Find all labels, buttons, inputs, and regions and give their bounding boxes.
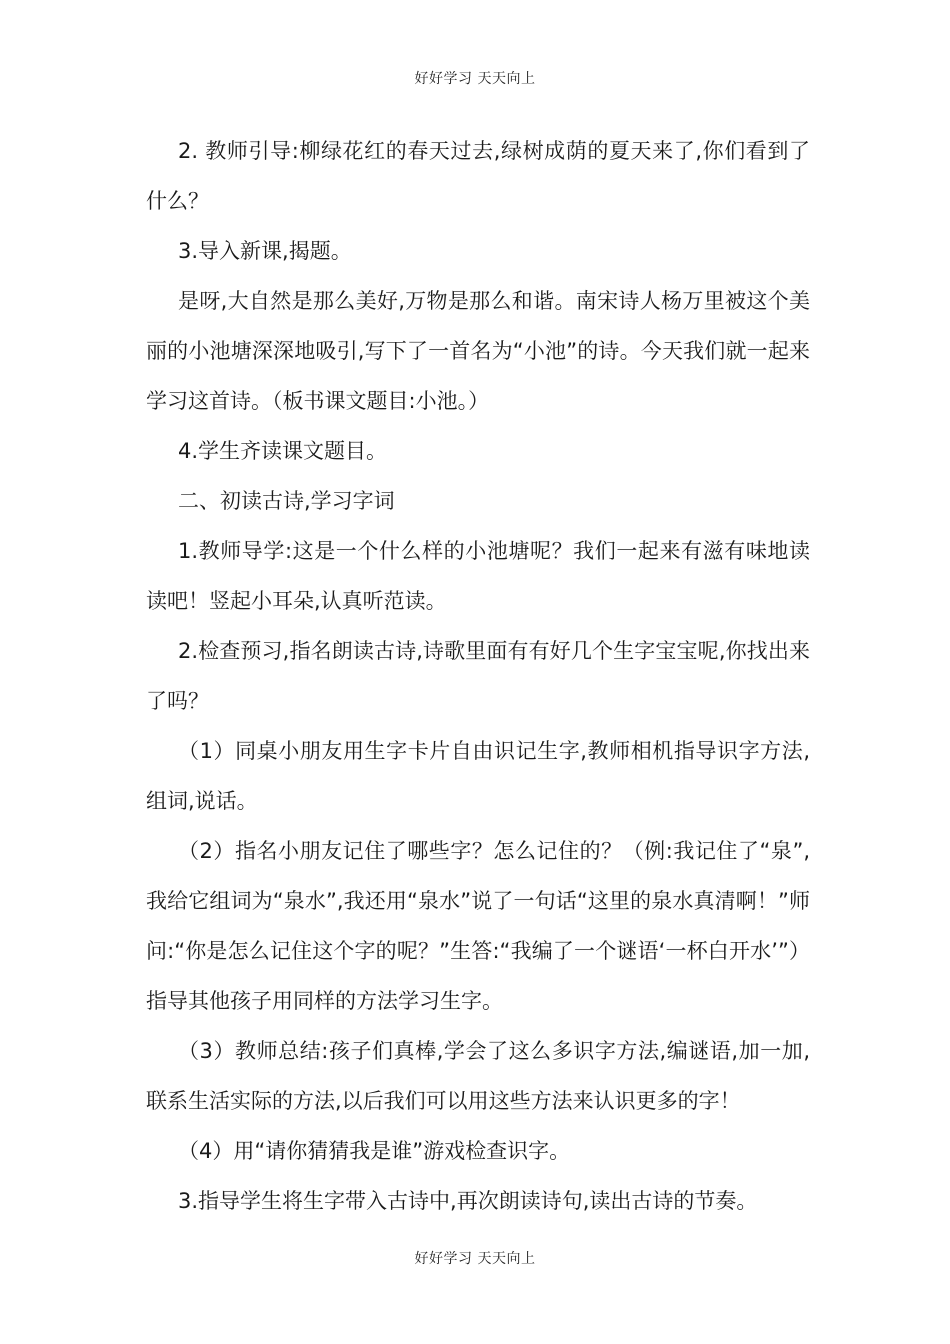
paragraph: （3）教师总结:孩子们真棒,学会了这么多识字方法,编谜语,加一加,联系生活实际的方法,以后我们可以用这些方法来认识更多的字！ bbox=[146, 1039, 810, 1113]
paragraph: 3.指导学生将生字带入古诗中,再次朗读诗句,读出古诗的节奏。 bbox=[178, 1189, 758, 1213]
paragraph: 2. 教师引导:柳绿花红的春天过去,绿树成荫的夏天来了,你们看到了什么？ bbox=[146, 139, 810, 213]
paragraph: 2.检查预习,指名朗读古诗,诗歌里面有有好几个生字宝宝呢,你找出来了吗？ bbox=[146, 639, 810, 713]
paragraph: 4.学生齐读课文题目。 bbox=[178, 439, 388, 463]
section-heading: 二、初读古诗,学习字词 bbox=[178, 489, 395, 513]
document-body bbox=[146, 126, 810, 1226]
page-header: 好好学习 天天向上 bbox=[414, 71, 536, 87]
page-footer: 好好学习 天天向上 bbox=[414, 1251, 536, 1267]
paragraph: 3.导入新课,揭题。 bbox=[178, 239, 352, 263]
paragraph: （1）同桌小朋友用生字卡片自由识记生字,教师相机指导识字方法,组词,说话。 bbox=[146, 739, 810, 813]
paragraph: （2）指名小朋友记住了哪些字？怎么记住的？（例:我记住了“泉”,我给它组词为“泉水”,我还用“泉水”说了一句话“这里的泉水真清啊！”师问:“你是怎么记住这个字的呢？”生答:“我编了一个谜语‘一杯白开水’”）指导其他孩子用同样的方法学习生字。 bbox=[146, 839, 810, 1013]
paragraph: 1.教师导学:这是一个什么样的小池塘呢？我们一起来有滋有味地读读吧！竖起小耳朵,认真听范读。 bbox=[146, 539, 810, 613]
paragraph: 是呀,大自然是那么美好,万物是那么和谐。南宋诗人杨万里被这个美丽的小池塘深深地吸引,写下了一首名为“小池”的诗。今天我们就一起来学习这首诗。（板书课文题目:小池。） bbox=[146, 289, 810, 413]
paragraph: （4）用“请你猜猜我是谁”游戏检查识字。 bbox=[178, 1139, 571, 1163]
